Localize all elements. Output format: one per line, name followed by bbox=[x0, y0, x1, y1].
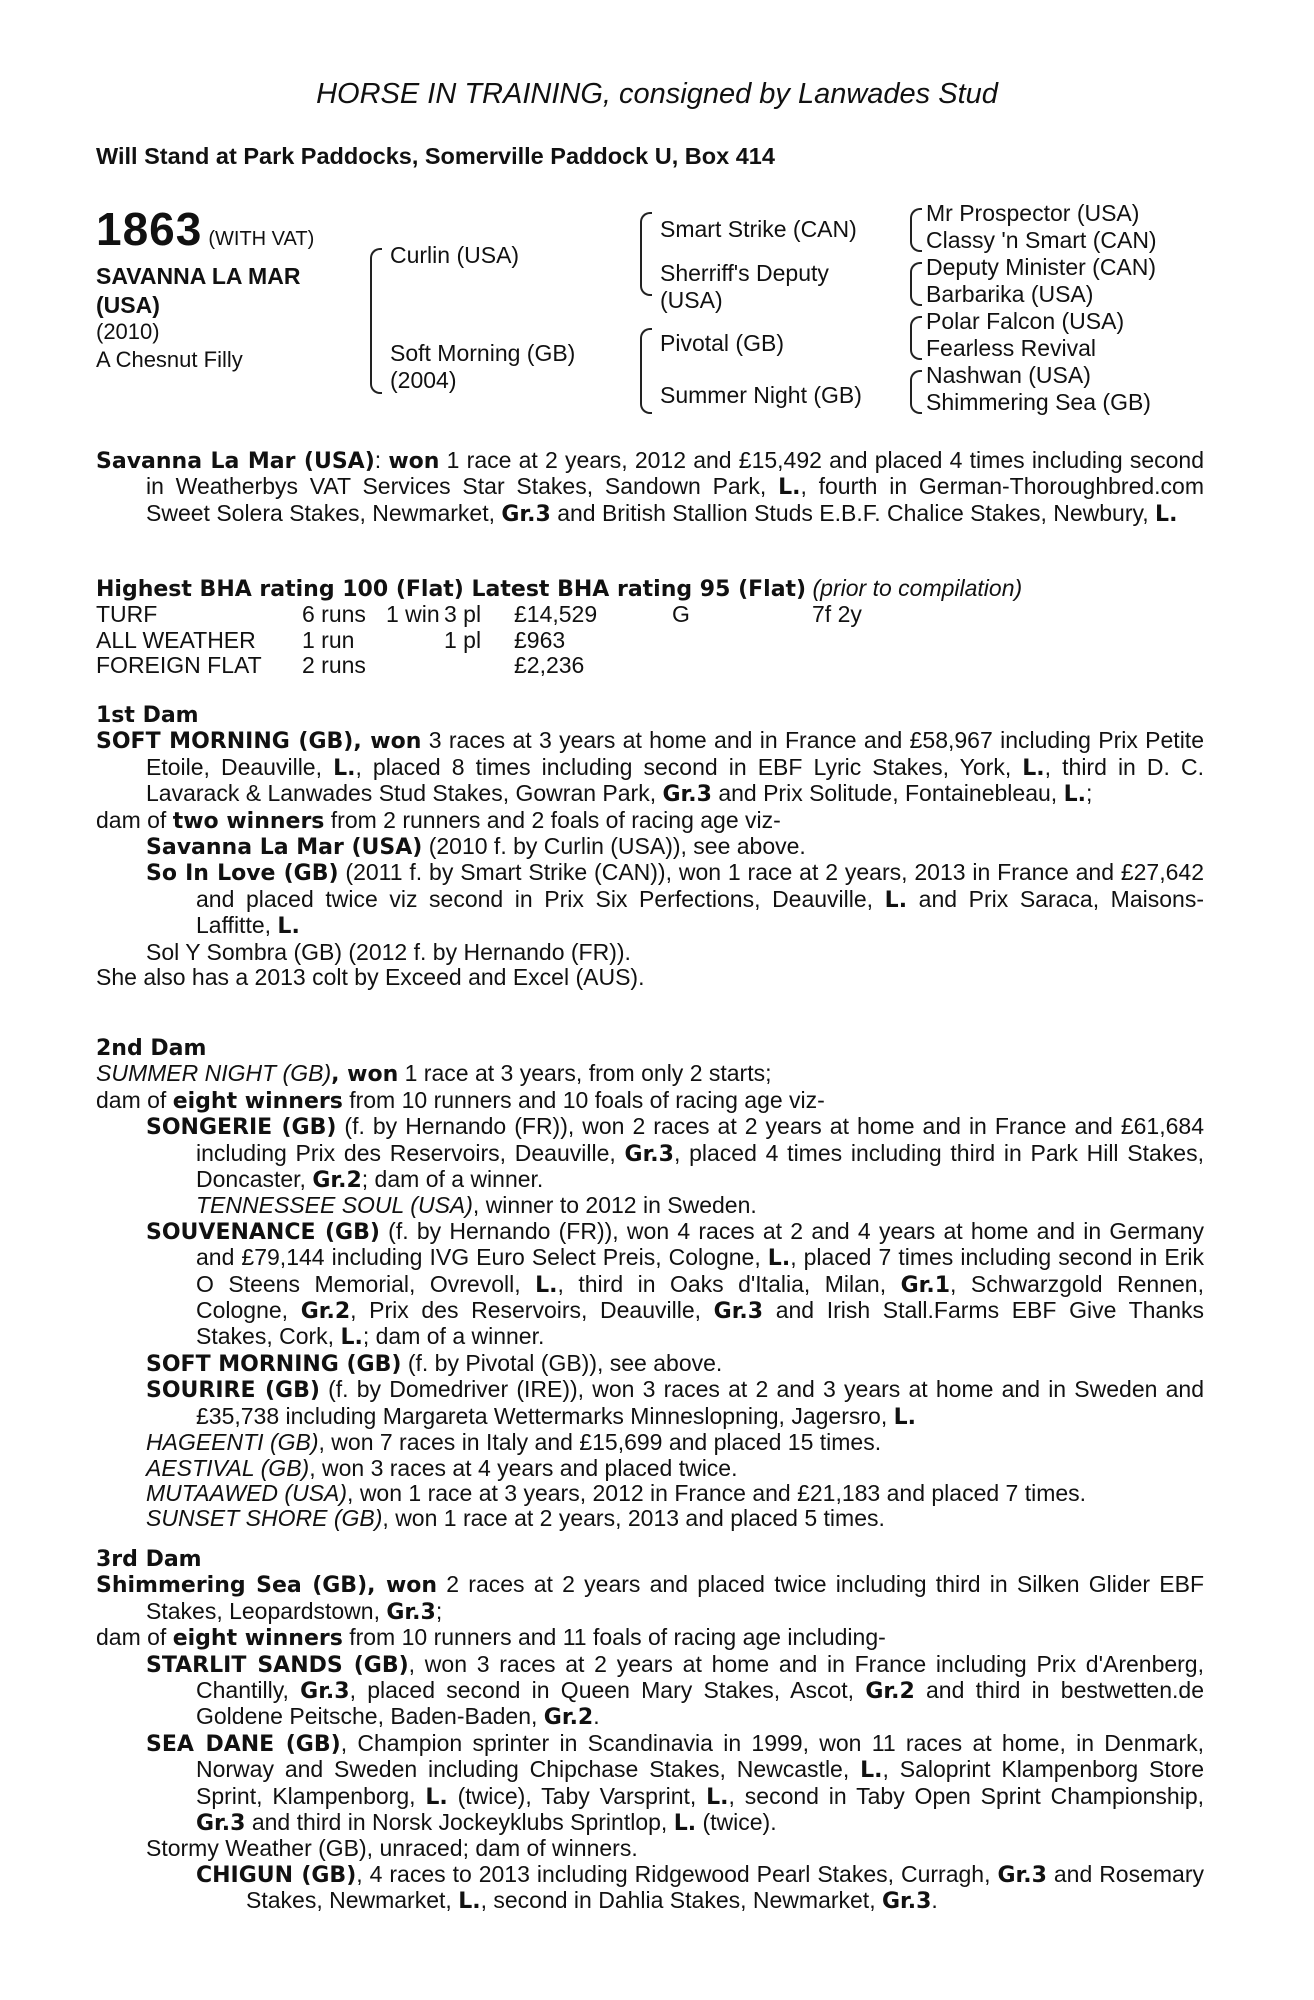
horse-name bbox=[96, 262, 356, 320]
section-heading: 3rd Dam bbox=[96, 1547, 202, 1572]
produce-text: , placed 4 times including third in Park Hill Stakes, Doncaster, bbox=[196, 1139, 1204, 1193]
produce-name: HAGEENTI (GB) bbox=[146, 1429, 319, 1456]
dam-dam-dam: Shimmering Sea (GB) bbox=[926, 389, 1151, 415]
summary-text2: , fourth in German-Thoroughbred.com Sweet Solera Stakes, Newmarket, bbox=[146, 473, 1204, 526]
group-badge: Gr.3 bbox=[196, 1811, 246, 1837]
listed-badge: L. bbox=[425, 1784, 448, 1810]
second-dam-section bbox=[96, 1036, 1204, 1532]
produce-text: , Schwarzgold Rennen, Cologne, bbox=[196, 1270, 1204, 1324]
dam-record bbox=[96, 1572, 1204, 1625]
dam-name bbox=[390, 340, 575, 394]
distance-cell bbox=[812, 653, 862, 678]
winners-count: eight winners bbox=[172, 1088, 343, 1114]
sire-sire-dam: Classy 'n Smart (CAN) bbox=[926, 227, 1157, 253]
listed-badge: L. bbox=[884, 887, 908, 913]
produce-text: , won 3 races at 4 years and placed twice. bbox=[309, 1454, 738, 1481]
produce-name: STARLIT SANDS (GB) bbox=[146, 1652, 409, 1678]
record-text: 1 race at 3 years, from only 2 starts; bbox=[398, 1060, 772, 1087]
dam-of-prefix: dam of bbox=[96, 1624, 173, 1651]
summary-won: won bbox=[388, 449, 440, 474]
race-record-table bbox=[96, 602, 862, 678]
horse-name-line1: SAVANNA LA MAR bbox=[96, 263, 301, 289]
dam-of-suffix: from 2 runners and 2 foals of racing age viz- bbox=[324, 806, 781, 833]
produce-text: , placed second in Queen Mary Stakes, Ascot, bbox=[349, 1677, 866, 1704]
produce-text: , Champion sprinter in Scandinavia in 1999, won 11 races at home, in Denmark, Norway and Sweden including Chipchase Stakes, Newcastle, bbox=[196, 1729, 1205, 1783]
won-label: , won bbox=[367, 1573, 438, 1599]
produce-text: , Saloprint Klampenborg Store Sprint, Klampenborg, bbox=[196, 1756, 1204, 1809]
record-text: and Prix Solitude, Fontainebleau, bbox=[711, 780, 1064, 807]
listed-badge: L. bbox=[277, 914, 300, 940]
listed-badge: L. bbox=[706, 1784, 729, 1810]
runs-cell: 1 run bbox=[302, 626, 355, 653]
section-heading: 2nd Dam bbox=[96, 1036, 207, 1061]
sire-sire: Smart Strike (CAN) bbox=[660, 216, 857, 242]
produce-text: , 4 races to 2013 including Ridgewood Pearl Stakes, Curragh, bbox=[356, 1860, 998, 1887]
group-badge: Gr.3 bbox=[624, 1141, 674, 1167]
wins-cell bbox=[386, 653, 444, 678]
produce-text: and third in Norsk Jockeyklubs Sprintlop, bbox=[245, 1809, 674, 1836]
produce-name: CHIGUN (GB) bbox=[196, 1862, 357, 1888]
produce-name: AESTIVAL (GB) bbox=[146, 1454, 310, 1481]
group-badge: Gr.2 bbox=[865, 1679, 915, 1705]
brace-dam-side bbox=[640, 328, 652, 414]
produce-text: (2010 f. by Curlin (USA)), see above. bbox=[422, 833, 806, 860]
group-badge: Gr.3 bbox=[386, 1599, 436, 1625]
produce-entry bbox=[96, 834, 1204, 860]
latest-rating: Latest BHA rating 95 (Flat) bbox=[463, 577, 807, 602]
table-row bbox=[96, 653, 862, 678]
record-text: 2 races at 2 years and placed twice including third in Silken Glider EBF Stakes, Leopardstown, bbox=[146, 1571, 1205, 1624]
produce-name: MUTAAWED (USA) bbox=[146, 1479, 348, 1506]
dam-sire: Pivotal (GB) bbox=[660, 330, 784, 356]
dam-record bbox=[96, 1061, 1204, 1087]
summary-paragraph bbox=[96, 448, 1204, 527]
summary-colon: : bbox=[374, 447, 389, 473]
money-cell: £14,529 bbox=[514, 601, 598, 628]
race-summary bbox=[96, 448, 1204, 527]
produce-entry bbox=[96, 1351, 1204, 1377]
table-row bbox=[96, 628, 862, 653]
ratings-section bbox=[96, 576, 1204, 679]
dam-record bbox=[96, 728, 1204, 807]
produce-text: and third in bestwetten.de Goldene Peitsche, Baden-Baden, bbox=[196, 1677, 1204, 1730]
won-label: , won bbox=[331, 1062, 399, 1088]
group-badge: Gr.3 bbox=[997, 1862, 1047, 1888]
group-badge: Gr.2 bbox=[312, 1168, 362, 1194]
listed-badge: L. bbox=[893, 1404, 916, 1430]
produce-name: SUNSET SHORE (GB) bbox=[146, 1505, 383, 1532]
placed-cell: 1 pl bbox=[444, 626, 482, 653]
listed-badge: L. bbox=[673, 1811, 697, 1837]
listed-badge: L. bbox=[458, 1889, 481, 1915]
money-cell: £2,236 bbox=[514, 652, 585, 679]
lot-number: 1863 bbox=[96, 203, 203, 255]
produce-text: , winner to 2012 in Sweden. bbox=[472, 1192, 757, 1219]
third-dam-section bbox=[96, 1547, 1204, 1915]
surface-cell: FOREIGN FLAT bbox=[96, 652, 262, 679]
produce-text: and Rosemary Stakes, Newmarket, bbox=[246, 1860, 1205, 1914]
distance-cell: 7f 2y bbox=[812, 601, 862, 628]
sire-dam-dam: Barbarika (USA) bbox=[926, 281, 1094, 307]
winners-count: two winners bbox=[172, 808, 325, 834]
going-cell bbox=[672, 653, 812, 678]
horse-name-line2: (USA) bbox=[96, 292, 160, 318]
listed-badge: L. bbox=[1063, 782, 1086, 808]
dam-of-line bbox=[96, 1088, 1204, 1114]
produce-text: . bbox=[931, 1887, 938, 1914]
produce-name: SEA DANE (GB) bbox=[146, 1731, 341, 1757]
also-note: She also has a 2013 colt by Exceed and Excel (AUS). bbox=[96, 964, 645, 991]
dam-name: Shimmering Sea (GB) bbox=[96, 1573, 368, 1599]
dam-of-prefix: dam of bbox=[96, 1086, 173, 1113]
produce-text: (f. by Hernando (FR)), won 4 races at 2 and 4 years at home and in Germany and £79,144 including IVG Euro Select Preis, Cologne, bbox=[196, 1217, 1204, 1271]
produce-entry bbox=[96, 1506, 1204, 1531]
produce-text: and Prix Saraca, Maisons-Laffitte, bbox=[196, 885, 1204, 939]
record-text: ; bbox=[1085, 780, 1093, 807]
produce-text: (2011 f. by Smart Strike (CAN)), won 1 race at 2 years, 2013 in France and £27,642 and placed twice viz second in Prix Six Perfections, Deauville, bbox=[196, 859, 1204, 912]
won-label: , won bbox=[353, 729, 422, 755]
listed-badge: L. bbox=[1022, 755, 1045, 781]
group-badge: Gr.3 bbox=[881, 1889, 932, 1915]
page-title: HORSE IN TRAINING, consigned by Lanwades Stud bbox=[316, 78, 998, 110]
record-text: ; bbox=[435, 1597, 443, 1624]
runs-cell: 2 runs bbox=[302, 652, 366, 679]
sire-name: Curlin (USA) bbox=[390, 242, 520, 268]
foaling-year: (2010) bbox=[96, 319, 160, 344]
produce-entry bbox=[96, 860, 1204, 939]
produce-text: (twice). bbox=[696, 1809, 777, 1836]
brace-dd bbox=[910, 370, 922, 414]
brace-sd bbox=[910, 262, 922, 306]
distance-cell bbox=[812, 628, 862, 653]
group-badge: Gr.1 bbox=[900, 1272, 951, 1298]
produce-text: (twice), Taby Varsprint, bbox=[447, 1782, 707, 1809]
money-cell: £963 bbox=[514, 626, 566, 653]
lot-heading bbox=[96, 202, 314, 256]
group-badge: Gr.2 bbox=[543, 1705, 594, 1731]
going-cell bbox=[672, 628, 812, 653]
produce-text: (f. by Hernando (FR)), won 2 races at 2 years at home and in France and £61,684 including Prix des Reservoirs, Deauville, bbox=[196, 1113, 1204, 1166]
produce-text: , second in Taby Open Sprint Championship, bbox=[728, 1782, 1205, 1809]
wins-cell bbox=[386, 628, 444, 653]
summary-text1: 1 race at 2 years, 2012 and £15,492 and placed 4 times including second in Weatherbys VAT Services Star Stakes, Sandown Park, bbox=[146, 447, 1204, 500]
summary-horse-name: Savanna La Mar (USA) bbox=[96, 449, 375, 474]
placed-cell: 3 pl bbox=[444, 601, 482, 628]
produce-text: (f. by Pivotal (GB)), see above. bbox=[401, 1349, 723, 1376]
produce-text: (f. by Domedriver (IRE)), won 3 races at 2 and 3 years at home and in Sweden and £35,738 including Margareta Wettermarks Minneslopning, Jagersro, bbox=[196, 1376, 1204, 1429]
dam-sire-dam: Fearless Revival bbox=[926, 335, 1096, 361]
dam-name: SOFT MORNING (GB) bbox=[96, 729, 354, 755]
produce-text: , won 3 races at 2 years at home and in France including Prix d'Arenberg, Chantilly, bbox=[196, 1650, 1204, 1704]
produce-entry bbox=[96, 1862, 1204, 1915]
stand-location: Will Stand at Park Paddocks, Somerville Paddock U, Box 414 bbox=[96, 143, 775, 169]
produce-text: and Irish Stall.Farms EBF Give Thanks Stakes, Cork, bbox=[196, 1297, 1204, 1350]
sire-dam-line2: (USA) bbox=[660, 287, 723, 313]
placed-cell bbox=[444, 653, 514, 678]
listed-badge: L. bbox=[767, 1246, 791, 1272]
record-text: , placed 8 times including second in EBF Lyric Stakes, York, bbox=[355, 753, 1023, 780]
runs-cell: 6 runs bbox=[302, 601, 366, 628]
produce-entry bbox=[96, 1193, 1204, 1218]
produce-text: . bbox=[593, 1703, 600, 1730]
group-badge: Gr.3 bbox=[501, 501, 551, 527]
brace-ds bbox=[910, 316, 922, 360]
record-text: 3 races at 3 years at home and in France and £58,967 including Prix Petite Etoile, Deauville, bbox=[146, 727, 1204, 780]
produce-entry: Sol Y Sombra (GB) (2012 f. by Hernando (FR)). bbox=[146, 938, 631, 965]
group-badge: Gr.3 bbox=[300, 1679, 350, 1705]
brace-gen1 bbox=[370, 248, 382, 394]
listed-badge: L. bbox=[1155, 501, 1178, 527]
dam-dam-sire: Nashwan (USA) bbox=[926, 362, 1091, 388]
produce-text: , won 7 races in Italy and £15,699 and placed 15 times. bbox=[318, 1429, 882, 1456]
produce-text: , won 1 race at 2 years, 2013 and placed 5 times. bbox=[382, 1505, 885, 1532]
produce-text: , Prix des Reservoirs, Deauville, bbox=[350, 1297, 714, 1324]
produce-entry bbox=[96, 1456, 1204, 1481]
produce-entry bbox=[96, 1731, 1204, 1837]
sire-dam-sire: Deputy Minister (CAN) bbox=[926, 254, 1157, 280]
produce-entry bbox=[96, 1219, 1204, 1351]
produce-name: SOFT MORNING (GB) bbox=[146, 1351, 402, 1377]
listed-badge: L. bbox=[535, 1272, 558, 1298]
highest-rating: Highest BHA rating 100 (Flat) bbox=[96, 577, 464, 602]
produce-name: So In Love (GB) bbox=[146, 861, 339, 887]
record-text: , third in D. C. Lavarack & Lanwades Stud Stakes, Gowran Park, bbox=[146, 753, 1204, 807]
group-badge: Gr.3 bbox=[713, 1299, 764, 1325]
brace-sire-side bbox=[640, 212, 652, 296]
first-dam-section bbox=[96, 703, 1204, 990]
dam-of-prefix: dam of bbox=[96, 806, 173, 833]
sire-dam-line1: Sherriff's Deputy bbox=[660, 260, 829, 286]
produce-name: SOUVENANCE (GB) bbox=[146, 1219, 380, 1245]
produce-text: ; dam of a winner. bbox=[362, 1323, 545, 1350]
listed-badge: L. bbox=[333, 755, 356, 781]
group-badge: Gr.3 bbox=[662, 782, 712, 808]
surface-cell: ALL WEATHER bbox=[96, 626, 256, 653]
table-row bbox=[96, 602, 862, 627]
dam-year: (2004) bbox=[390, 367, 457, 393]
produce-entry: Stormy Weather (GB), unraced; dam of winners. bbox=[146, 1835, 638, 1862]
vat-note: (WITH VAT) bbox=[208, 228, 315, 250]
dam-name: SUMMER NIGHT (GB) bbox=[96, 1060, 332, 1087]
sire-sire-sire: Mr Prospector (USA) bbox=[926, 200, 1140, 226]
brace-ss bbox=[910, 208, 922, 252]
ratings-note: (prior to compilation) bbox=[806, 575, 1023, 601]
dam-of-line bbox=[96, 1625, 1204, 1651]
produce-entry bbox=[96, 1652, 1204, 1731]
produce-entry bbox=[96, 1377, 1204, 1430]
dam-of-suffix: from 10 runners and 10 foals of racing age viz- bbox=[342, 1086, 825, 1113]
produce-entry bbox=[96, 1430, 1204, 1455]
produce-entry bbox=[96, 1114, 1204, 1193]
dam-of-suffix: from 10 runners and 11 foals of racing age including- bbox=[342, 1624, 886, 1651]
going-cell: G bbox=[672, 601, 690, 628]
dam-of-line bbox=[96, 808, 1204, 834]
dam-name-line1: Soft Morning (GB) bbox=[390, 340, 576, 366]
dam-dam: Summer Night (GB) bbox=[660, 382, 862, 408]
listed-badge: L. bbox=[778, 475, 801, 501]
group-badge: Gr.2 bbox=[300, 1299, 351, 1325]
horse-details bbox=[96, 318, 243, 374]
dam-sire-sire: Polar Falcon (USA) bbox=[926, 308, 1125, 334]
wins-cell: 1 win bbox=[386, 601, 440, 628]
produce-text: ; dam of a winner. bbox=[361, 1166, 544, 1193]
listed-badge: L. bbox=[860, 1758, 883, 1784]
produce-text: , third in Oaks d'Italia, Milan, bbox=[557, 1270, 901, 1297]
produce-name: SONGERIE (GB) bbox=[146, 1115, 337, 1141]
horse-description: A Chesnut Filly bbox=[96, 347, 243, 372]
produce-text: , placed 7 times including second in Erik O Steens Memorial, Ovrevoll, bbox=[196, 1244, 1204, 1297]
produce-name: Savanna La Mar (USA) bbox=[146, 835, 423, 861]
listed-badge: L. bbox=[340, 1325, 363, 1351]
summary-text3: and British Stallion Studs E.B.F. Chalice Stakes, Newbury, bbox=[550, 499, 1156, 526]
produce-text: , won 1 race at 3 years, 2012 in France and £21,183 and placed 7 times. bbox=[347, 1479, 1087, 1506]
sire-dam bbox=[660, 260, 829, 314]
produce-name: TENNESSEE SOUL (USA) bbox=[196, 1192, 473, 1219]
section-heading: 1st Dam bbox=[96, 703, 199, 728]
surface-cell: TURF bbox=[96, 601, 158, 628]
produce-text: , second in Dahlia Stakes, Newmarket, bbox=[480, 1887, 882, 1914]
ratings-line bbox=[96, 576, 1204, 602]
pedigree-block bbox=[0, 200, 1314, 430]
produce-entry bbox=[96, 1481, 1204, 1506]
produce-name: SOURIRE (GB) bbox=[146, 1378, 320, 1404]
winners-count: eight winners bbox=[172, 1626, 343, 1652]
